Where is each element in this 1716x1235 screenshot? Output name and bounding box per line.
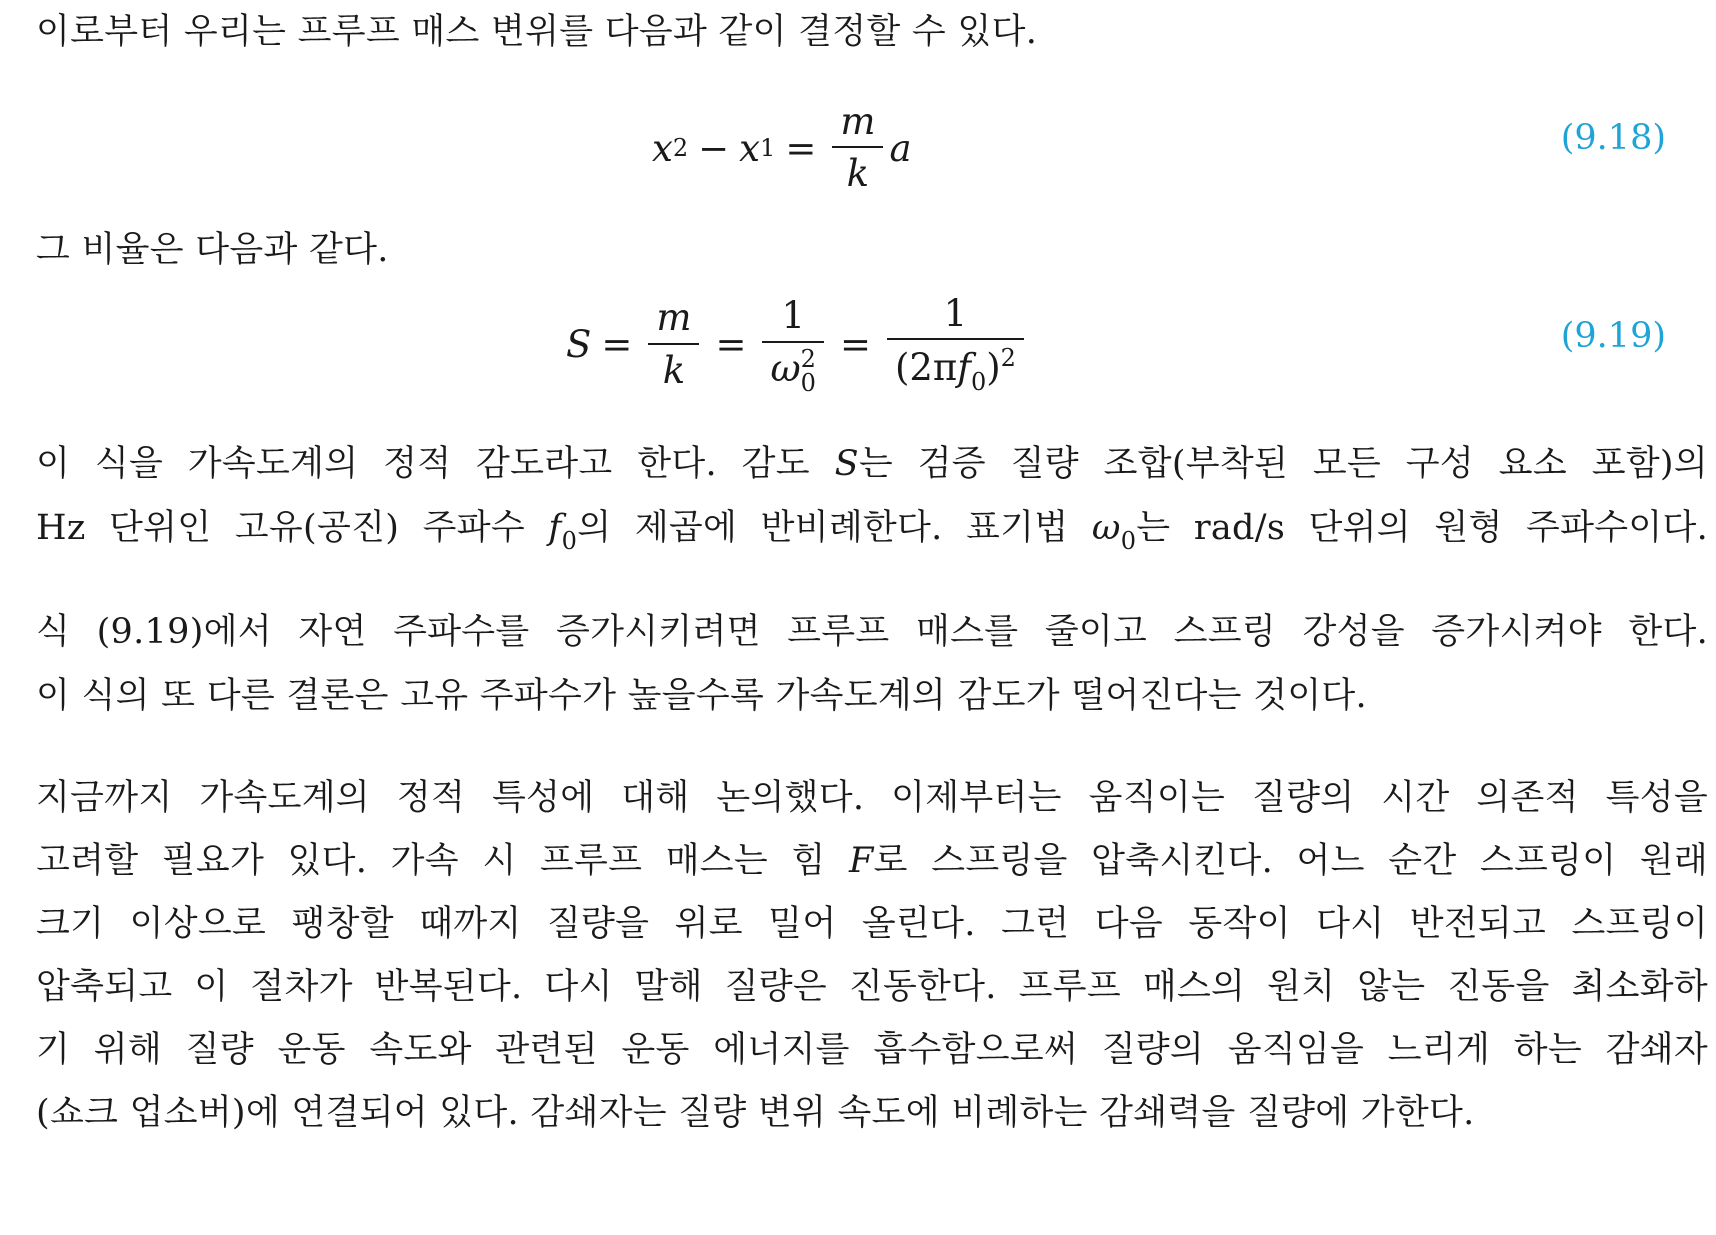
paragraph-ratio: 그 비율은 다음과 같다. — [36, 230, 389, 270]
eq-var-S: S — [566, 323, 592, 367]
frac-numerator: 1 — [781, 294, 805, 338]
paragraph-sensitivity-line-1 — [36, 436, 1708, 486]
frac-denominator — [887, 340, 1024, 397]
eq-var-a: a — [889, 126, 912, 170]
paragraph-dynamics-line-6: (쇼크 업소버)에 연결되어 있다. 감쇄자는 질량 변위 속도에 비례하는 감쇄력을 질량에 가한다. — [36, 1093, 1475, 1133]
paragraph-dynamics-line-4: 압축되고 이 절차가 반복된다. 다시 말해 질량은 진동한다. 프루프 매스의 원치 않는 진동을 최소화하 — [36, 967, 1708, 1007]
equation-number-9-18: (9.18) — [1560, 118, 1666, 158]
text-segment: 의 제곱에 반비례한다. 표기법 — [577, 508, 1092, 548]
text-segment: Hz 단위인 고유(공진) 주파수 — [36, 508, 549, 548]
var-f: f — [548, 508, 562, 548]
omega-symbol: ω — [770, 346, 801, 390]
frac-denominator — [762, 343, 823, 396]
frac-numerator: m — [656, 296, 692, 340]
paren-open-2pi: (2π — [894, 346, 958, 390]
eq-fraction-omega — [762, 294, 823, 398]
eq-fraction-2pi-f0 — [887, 292, 1024, 397]
omega-scripts — [800, 345, 816, 398]
var-F: F — [849, 841, 874, 881]
paragraph-natural-frequency-line-1: 식 (9.19)에서 자연 주파수를 증가시키려면 프루프 매스를 줄이고 스프링 강성을 증가시켜야 한다. — [36, 612, 1708, 652]
paragraph-dynamics-line-5: 기 위해 질량 운동 속도와 관련된 운동 에너지를 흡수함으로써 질량의 움직임을 느리게 하는 감쇄자 — [36, 1030, 1708, 1070]
f-sub-0: 0 — [561, 527, 578, 555]
frac-denominator: k — [662, 348, 686, 392]
equation-number-9-19: (9.19) — [1560, 316, 1666, 356]
eq-equals: = — [785, 126, 817, 170]
var-omega: ω — [1091, 508, 1121, 548]
eq-var-x1: x — [739, 126, 761, 170]
text-segment: 로 스프링을 압축시킨다. 어느 순간 스프링이 원래 — [873, 841, 1708, 881]
paragraph-intro: 이로부터 우리는 프루프 매스 변위를 다음과 같이 결정할 수 있다. — [36, 12, 1038, 52]
text-segment: 는 rad/s 단위의 원형 주파수이다. — [1136, 508, 1708, 548]
omega-sup: 2 — [800, 345, 816, 374]
paragraph-dynamics-line-3: 크기 이상으로 팽창할 때까지 질량을 위로 밀어 올린다. 그런 다음 동작이 다시 반전되고 스프링이 — [36, 904, 1708, 944]
eq-fraction-m-k — [648, 296, 699, 393]
text-segment: 는 검증 질량 조합(부착된 모든 구성 요소 포함)의 — [858, 444, 1708, 484]
var-S: S — [834, 444, 859, 484]
paren-close: ) — [986, 346, 1001, 390]
equation-9-18 — [652, 100, 912, 197]
frac-numerator: m — [840, 100, 876, 143]
eq-equals-3: = — [839, 323, 871, 367]
text-segment: 이 식을 가속도계의 정적 감도라고 한다. 감도 — [36, 444, 835, 484]
text-segment: 고려할 필요가 있다. 가속 시 프루프 매스는 힘 — [36, 841, 850, 881]
paragraph-dynamics-line-1: 지금까지 가속도계의 정적 특성에 대해 논의했다. 이제부터는 움직이는 질량의 시간 의존적 특성을 — [36, 778, 1708, 818]
paragraph-sensitivity-line-2 — [36, 500, 1708, 555]
equation-9-19 — [566, 292, 1030, 397]
omega-sub-0: 0 — [1120, 527, 1137, 555]
eq-minus: − — [698, 126, 730, 170]
paragraph-dynamics-line-2 — [36, 833, 1708, 883]
frac-denominator: k — [846, 152, 870, 196]
frac-numerator: 1 — [943, 292, 968, 335]
omega-sub: 0 — [800, 369, 816, 398]
var-f: f — [957, 346, 971, 390]
eq-sub-1: 1 — [760, 134, 776, 163]
f-sub-0: 0 — [970, 368, 987, 397]
eq-equals-2: = — [715, 323, 747, 367]
paragraph-natural-frequency-line-2: 이 식의 또 다른 결론은 고유 주파수가 높을수록 가속도계의 감도가 떨어진다는 것이다. — [36, 676, 1367, 716]
sup-2: 2 — [1000, 344, 1016, 373]
eq-sub-2: 2 — [672, 134, 689, 163]
eq-var-x2: x — [652, 126, 673, 170]
eq-equals-1: = — [601, 323, 633, 367]
eq-fraction — [832, 100, 883, 197]
